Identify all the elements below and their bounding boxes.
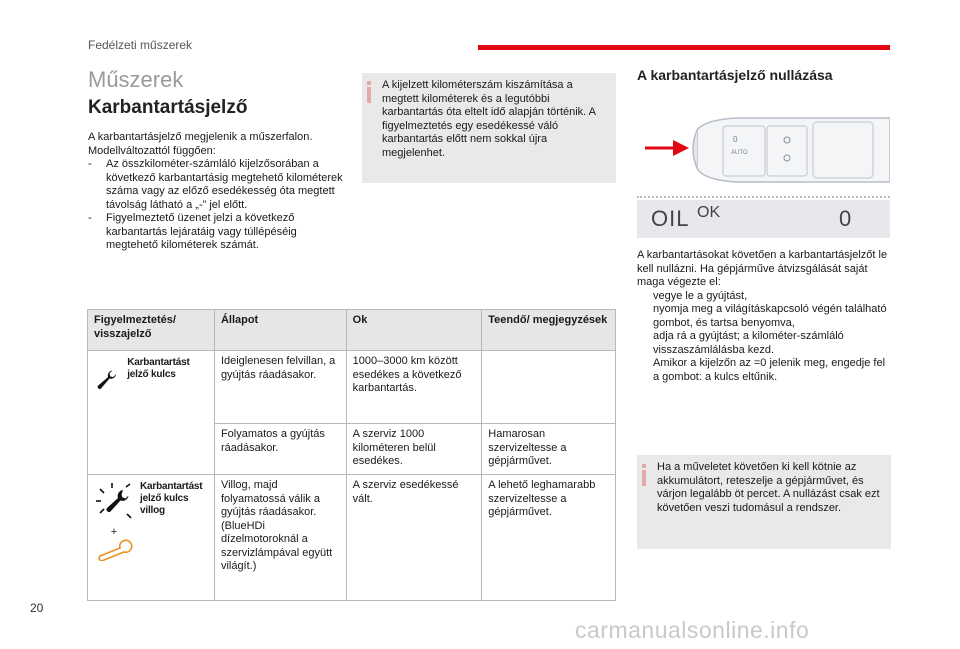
display-oil-text: OIL [651, 206, 690, 231]
table-cell: 1000–3000 km között esedékes a következő karbantartás. [346, 351, 482, 424]
table-header: Ok [346, 310, 482, 351]
info-box [637, 455, 891, 549]
reset-instructions [637, 249, 892, 384]
table-cell: A szerviz 1000 kilométeren belül esedékes. [346, 424, 482, 475]
warning-table [87, 309, 616, 601]
stalk-auto-label: AUTO [731, 150, 748, 156]
reset-section-title: A karbantartásjelző nullázása [637, 67, 833, 83]
list-item-text: adja rá a gyújtást; a kilométer-számláló visszaszámlálásba kezd. [653, 330, 844, 356]
table-cell: Folyamatos a gyújtás ráadásakor. [214, 424, 346, 475]
display-ok-text: OK [697, 204, 721, 221]
table-cell: Villog, majd folyamatossá válik a gyújtás ráadásakor. (BlueHDi dízelmotoroknál a szervizlámpával együtt világít.) [214, 475, 346, 601]
table-row [88, 351, 616, 424]
table-cell [482, 351, 616, 424]
list-item-text: vegye le a gyújtást, [653, 289, 748, 302]
list-item-text: Az összkilométer-számláló kijelzősorában a következő karbantartásig megtehető kilométerek száma vagy az előző esedékesség óta megtett távolság látható a „-” jel előtt. [106, 158, 343, 211]
oil-display-panel [637, 200, 890, 238]
list-item-text: Amikor a kijelzőn az =0 jelenik meg, engedje fel a gombot: a kulcs eltűnik. [653, 357, 886, 383]
list-item [637, 330, 892, 357]
red-arrow-icon [673, 140, 689, 156]
table-cell: Hamarosan szervizeltesse a gépjárművet. [482, 424, 616, 475]
table-row [88, 475, 616, 601]
header-accent-bar [478, 45, 890, 50]
intro-text: A karbantartásjelző megjelenik a műszerfalon. Modellváltozattól függően: [88, 131, 313, 157]
divider [637, 196, 890, 198]
table-header-row [88, 310, 616, 351]
light-stalk-illustration [645, 112, 890, 194]
info-icon [642, 464, 646, 486]
list-item [637, 303, 892, 330]
orange-wrench-icon [94, 539, 134, 561]
stalk-zero-label: 0 [733, 135, 738, 144]
flashing-wrench-icon [92, 481, 136, 521]
indicator-cell [88, 351, 215, 475]
chapter-header: Fedélzeti műszerek [88, 38, 193, 52]
indicator-label: Karbantartást jelző kulcs villog [140, 481, 203, 516]
table-cell: Ideiglenesen felvillan, a gyújtás ráadásakor. [214, 351, 346, 424]
list-item [88, 158, 350, 212]
page-title: Karbantartásjelző [88, 97, 248, 118]
table-header: Állapot [214, 310, 346, 351]
indicator-cell [88, 475, 215, 601]
display-zero: 0 [839, 206, 852, 231]
dash-marker: - [88, 158, 92, 170]
list-item [88, 212, 350, 253]
list-item [637, 290, 892, 304]
list-item-text: nyomja meg a világításkapcsoló végén található gombot, és tartsa benyomva, [653, 303, 887, 329]
info-text: Ha a műveletet követően ki kell kötnie az akkumulátort, reteszelje a gépjárművet, és várjon legalább öt percet. A nullázást csak ezt követően veszi tudomásul a rendszer. [657, 461, 880, 514]
dash-marker: - [88, 212, 92, 224]
table-header: Figyelmeztetés/ visszajelző [88, 310, 215, 351]
indicator-label: Karbantartást jelző kulcs [127, 357, 190, 380]
list-item-text: Figyelmeztető üzenet jelzi a következő karbantartás lejáratáig vagy túllépéséig megtehető kilométerek számát. [106, 212, 297, 251]
list-item [637, 357, 892, 384]
info-box [362, 73, 616, 183]
watermark: carmanualsonline.info [575, 617, 810, 643]
page-number: 20 [30, 601, 44, 615]
reset-intro: A karbantartásokat követően a karbantartásjelzőt le kell nullázni. Ha gépjárműve átvizsgálását saját maga végezte el: [637, 249, 888, 288]
wrench-icon [92, 363, 121, 397]
section-title: Műszerek [88, 67, 184, 92]
info-icon [367, 81, 371, 103]
table-cell: A szerviz esedékessé vált. [346, 475, 482, 601]
table-header: Teendő/ megjegyzések [482, 310, 616, 351]
plus-sign: + [110, 525, 118, 538]
table-cell: A lehető leghamarabb szervizeltesse a gépjárművet. [482, 475, 616, 601]
info-text: A kijelzett kilométerszám kiszámítása a megtett kilométerek és a legutóbbi karbantartás óta eltelt idő alapján történik. A figyelmeztetés egy esedékessé váló karbantartás előtt nem sokkal újra megjelenhet. [382, 79, 596, 159]
intro-block [88, 131, 350, 253]
